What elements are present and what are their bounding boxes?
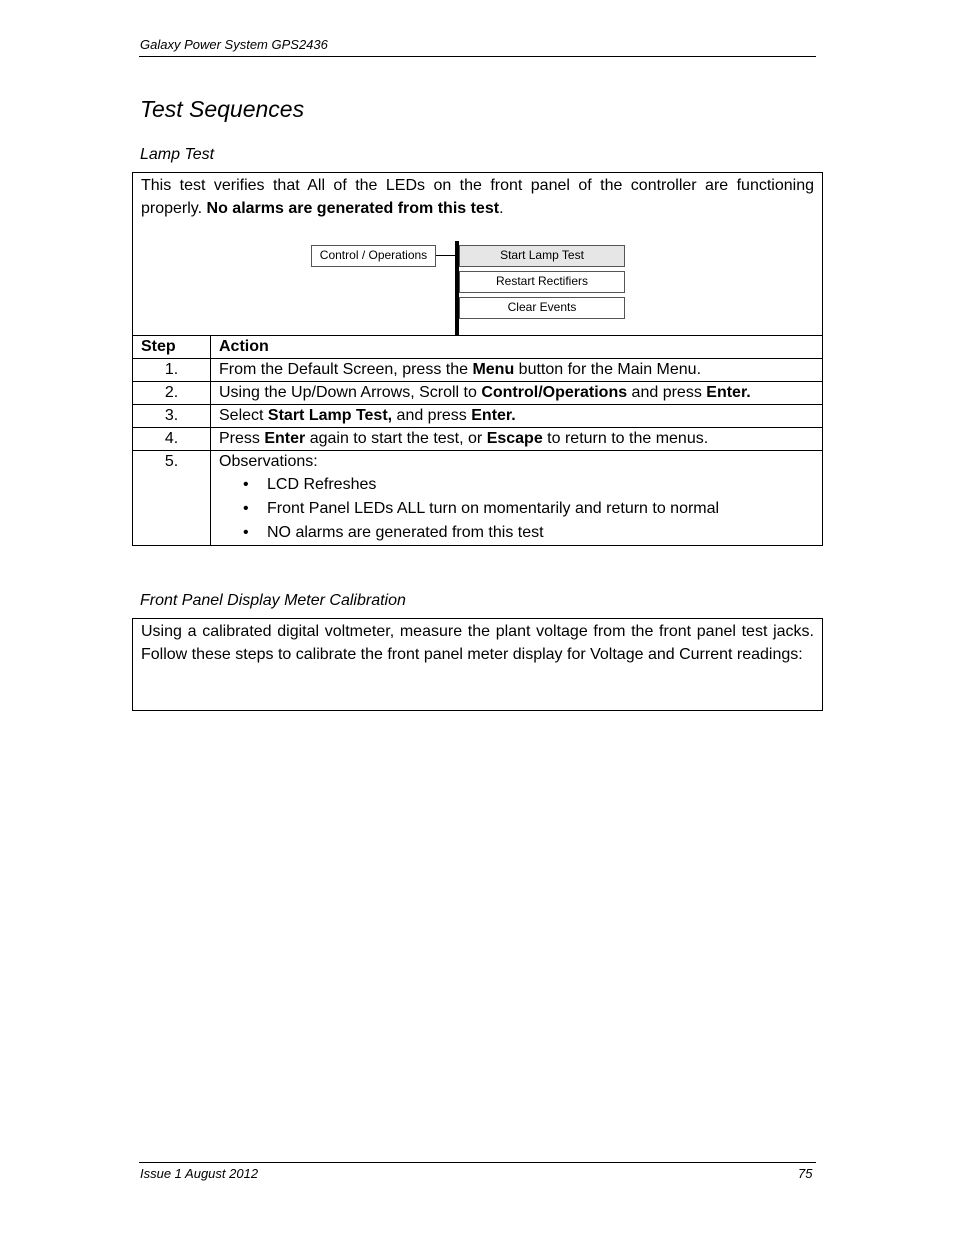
action-text: Press [219, 430, 265, 447]
step-number: 2. [133, 382, 211, 405]
menu-connector [436, 255, 456, 256]
step-number: 1. [133, 359, 211, 382]
menu-item-clear-events: Clear Events [459, 297, 625, 319]
lamp-test-heading: Lamp Test [140, 146, 215, 163]
step-number: 3. [133, 405, 211, 428]
action-bold: Start Lamp Test, [267, 407, 393, 424]
calibration-text: Using a calibrated digital voltmeter, measure the plant voltage from the front panel test jacks. Follow these steps to calibrate the front panel meter display for Voltage and Current readings: [141, 623, 814, 663]
step-number: 4. [133, 428, 211, 451]
table-row [133, 405, 823, 428]
calibration-heading: Front Panel Display Meter Calibration [140, 592, 406, 609]
step-action [211, 405, 823, 428]
menu-item-start-lamp-test: Start Lamp Test [459, 245, 625, 267]
running-header: Galaxy Power System GPS2436 [140, 37, 328, 52]
step-action [211, 359, 823, 382]
action-bold: Enter. [706, 384, 751, 401]
col-step-header [133, 336, 211, 359]
table-row [133, 359, 823, 382]
action-text: and press [392, 407, 472, 424]
action-text: From the Default Screen, press the [219, 361, 473, 378]
step-action [211, 451, 823, 546]
menu-root-control-operations: Control / Operations [311, 245, 436, 267]
action-bold: Menu [472, 361, 515, 378]
observations-list [219, 473, 814, 545]
intro-text: This test verifies that All of the LEDs on the front panel of the controller are functioning properly. [141, 177, 814, 217]
list-item: • Front Panel LEDs ALL turn on momentarily and return to normal [267, 497, 814, 521]
list-item: • NO alarms are generated from this test [267, 521, 814, 545]
col-step-label: Step [141, 338, 176, 355]
action-bold: Enter [264, 430, 306, 447]
action-text: again to start the test, or [305, 430, 487, 447]
intro-bold: No alarms are generated from this test [206, 200, 500, 217]
action-text: and press [627, 384, 707, 401]
action-text: Using the Up/Down Arrows, Scroll to [219, 384, 482, 401]
menu-item-restart-rectifiers: Restart Rectifiers [459, 271, 625, 293]
footer-issue: Issue 1 August 2012 [140, 1166, 259, 1181]
action-text: button for the Main Menu. [514, 361, 702, 378]
table-row [133, 428, 823, 451]
list-item: • LCD Refreshes [267, 473, 814, 497]
header-rule [139, 56, 816, 57]
step-number: 5. [133, 451, 211, 546]
action-bold: Escape [486, 430, 543, 447]
lamp-test-steps-table [132, 335, 823, 546]
col-action-label: Action [219, 338, 269, 355]
page-number: 75 [798, 1166, 813, 1181]
action-text: Select [219, 407, 268, 424]
table-row [133, 451, 823, 546]
col-action-header [211, 336, 823, 359]
action-text: Observations: [219, 453, 318, 470]
calibration-box [132, 618, 823, 711]
intro-end: . [499, 200, 504, 217]
step-action [211, 428, 823, 451]
table-row [133, 382, 823, 405]
action-text: to return to the menus. [542, 430, 709, 447]
page-title: Test Sequences [140, 96, 305, 122]
step-action [211, 382, 823, 405]
lamp-test-intro [133, 173, 822, 220]
table-header-row [133, 336, 823, 359]
footer-rule [139, 1162, 816, 1163]
action-bold: Enter. [471, 407, 516, 424]
action-bold: Control/Operations [481, 384, 628, 401]
